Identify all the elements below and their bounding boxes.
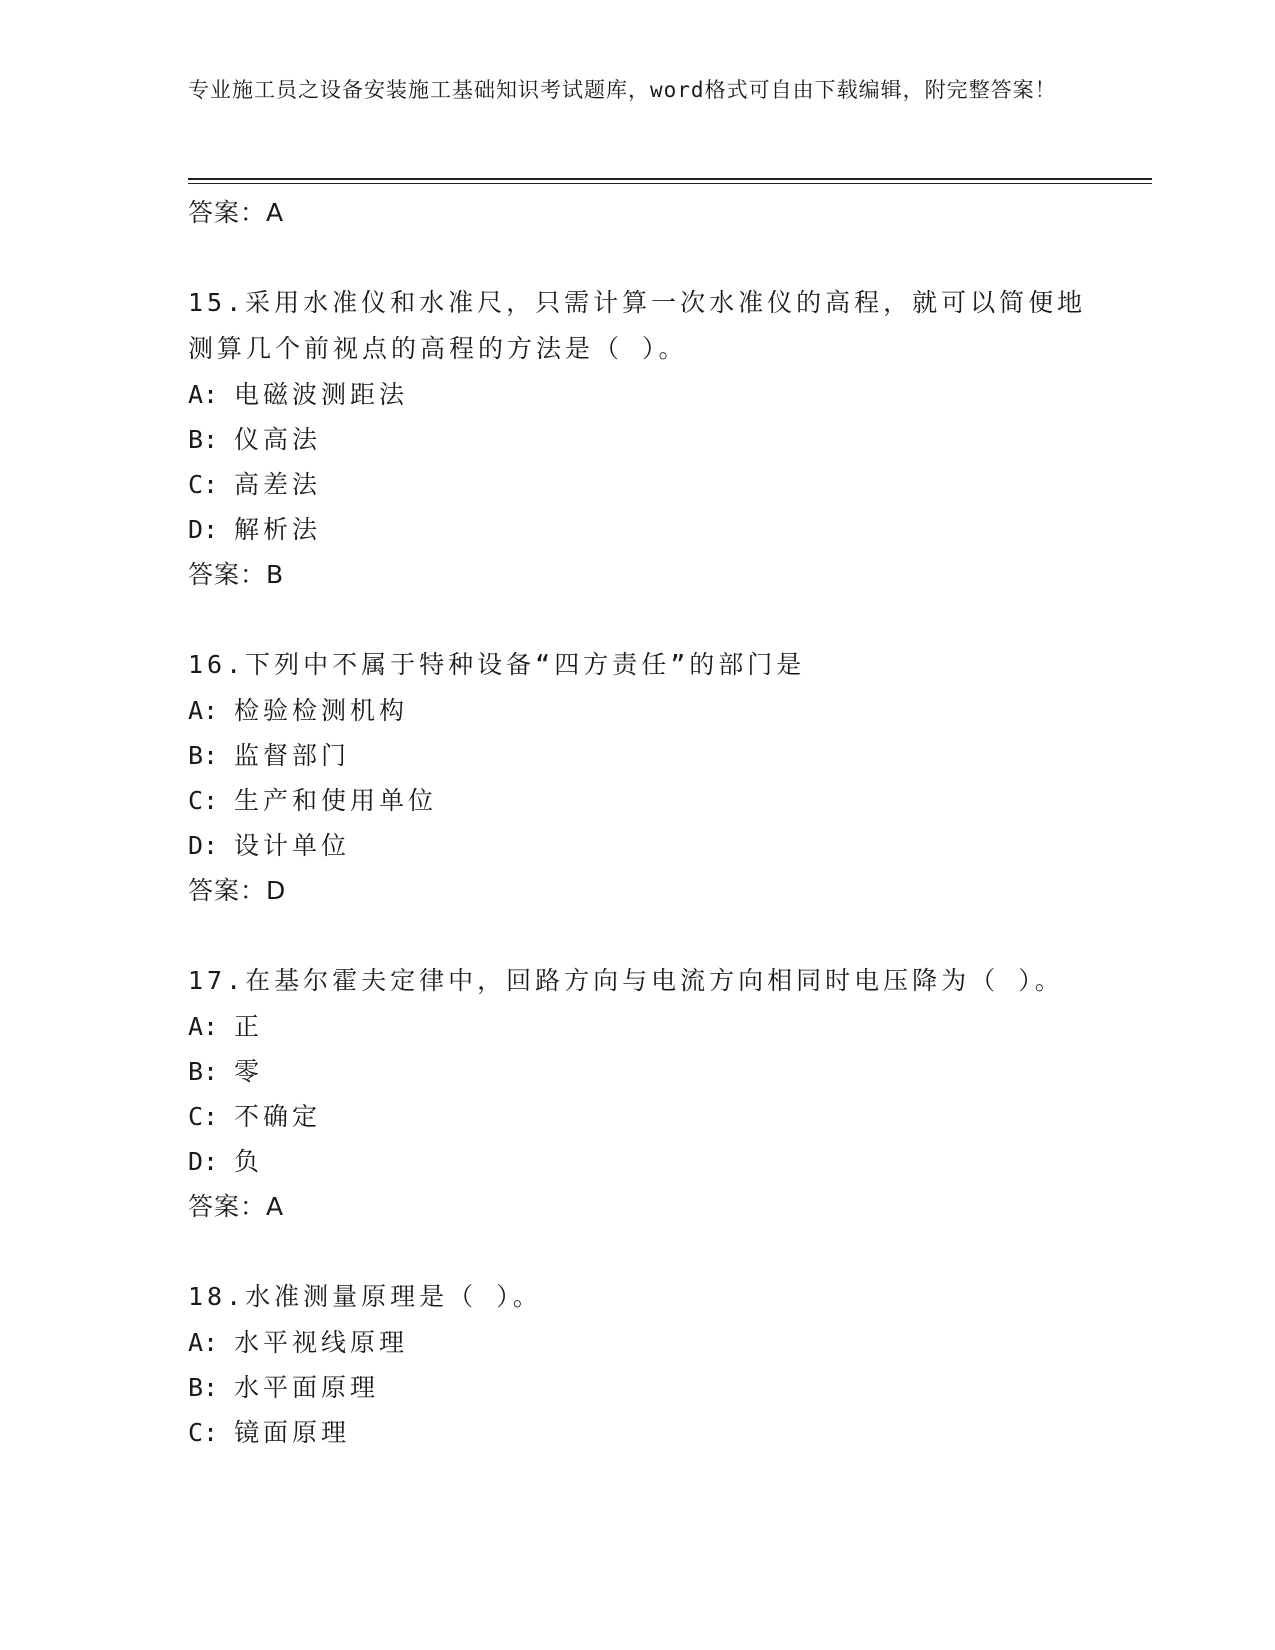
question-stem: 18.水准测量原理是（ ）。 xyxy=(188,1282,542,1311)
option-label: D: xyxy=(188,515,219,544)
option-text: 解析法 xyxy=(234,515,322,544)
option-text: 水平面原理 xyxy=(234,1373,380,1402)
option-label: B: xyxy=(188,1373,219,1402)
option-text: 正 xyxy=(234,1012,264,1041)
option-text: 零 xyxy=(234,1057,264,1086)
option-label: B: xyxy=(188,1057,219,1086)
option-label: D: xyxy=(188,1147,219,1176)
option-b xyxy=(188,733,1088,778)
option-label: C: xyxy=(188,470,219,499)
option-d xyxy=(188,823,1088,868)
option-d xyxy=(188,507,1088,552)
option-label: A: xyxy=(188,380,219,409)
question-answer: 答案：B xyxy=(188,560,285,589)
option-c xyxy=(188,462,1088,507)
option-b xyxy=(188,417,1088,462)
option-a xyxy=(188,688,1088,733)
option-b xyxy=(188,1049,1088,1094)
question-stem: 15.采用水准仪和水准尺，只需计算一次水准仪的高程，就可以简便地测算几个前视点的高程的方法是（ ）。 xyxy=(188,288,1087,363)
option-a xyxy=(188,372,1088,417)
option-label: A: xyxy=(188,1328,219,1357)
option-label: C: xyxy=(188,1418,219,1447)
option-text: 电磁波测距法 xyxy=(234,380,409,409)
question-15 xyxy=(188,280,1088,598)
option-text: 镜面原理 xyxy=(234,1418,351,1447)
question-answer: 答案：D xyxy=(188,876,287,905)
question-16 xyxy=(188,642,1088,914)
option-label: A: xyxy=(188,696,219,725)
option-text: 不确定 xyxy=(234,1102,322,1131)
question-answer: 答案：A xyxy=(188,1192,285,1221)
option-b xyxy=(188,1365,1088,1410)
option-label: C: xyxy=(188,786,219,815)
spacer xyxy=(188,914,1088,958)
option-label: C: xyxy=(188,1102,219,1131)
option-a xyxy=(188,1320,1088,1365)
question-18 xyxy=(188,1274,1088,1455)
spacer xyxy=(188,598,1088,642)
option-c xyxy=(188,1094,1088,1139)
option-text: 水平视线原理 xyxy=(234,1328,409,1357)
question-stem: 16.下列中不属于特种设备“四方责任”的部门是 xyxy=(188,650,806,679)
question-stem: 17.在基尔霍夫定律中，回路方向与电流方向相同时电压降为（ ）。 xyxy=(188,966,1064,995)
option-label: B: xyxy=(188,425,219,454)
option-text: 生产和使用单位 xyxy=(234,786,438,815)
option-text: 检验检测机构 xyxy=(234,696,409,725)
option-text: 监督部门 xyxy=(234,741,351,770)
option-a xyxy=(188,1004,1088,1049)
previous-answer: 答案：A xyxy=(188,198,285,227)
option-d xyxy=(188,1139,1088,1184)
header-rule-thin xyxy=(188,183,1152,184)
option-label: A: xyxy=(188,1012,219,1041)
option-c xyxy=(188,1410,1088,1455)
option-label: B: xyxy=(188,741,219,770)
option-c xyxy=(188,778,1088,823)
spacer xyxy=(188,1230,1088,1274)
option-text: 仪高法 xyxy=(234,425,322,454)
question-17 xyxy=(188,958,1088,1230)
header-rule-thick xyxy=(188,178,1152,180)
option-text: 负 xyxy=(234,1147,264,1176)
option-label: D: xyxy=(188,831,219,860)
option-text: 设计单位 xyxy=(234,831,351,860)
spacer xyxy=(188,236,1088,280)
document-header: 专业施工员之设备安装施工基础知识考试题库，word格式可自由下载编辑，附完整答案！ xyxy=(188,78,1057,102)
question-list xyxy=(188,190,1088,1455)
option-text: 高差法 xyxy=(234,470,322,499)
